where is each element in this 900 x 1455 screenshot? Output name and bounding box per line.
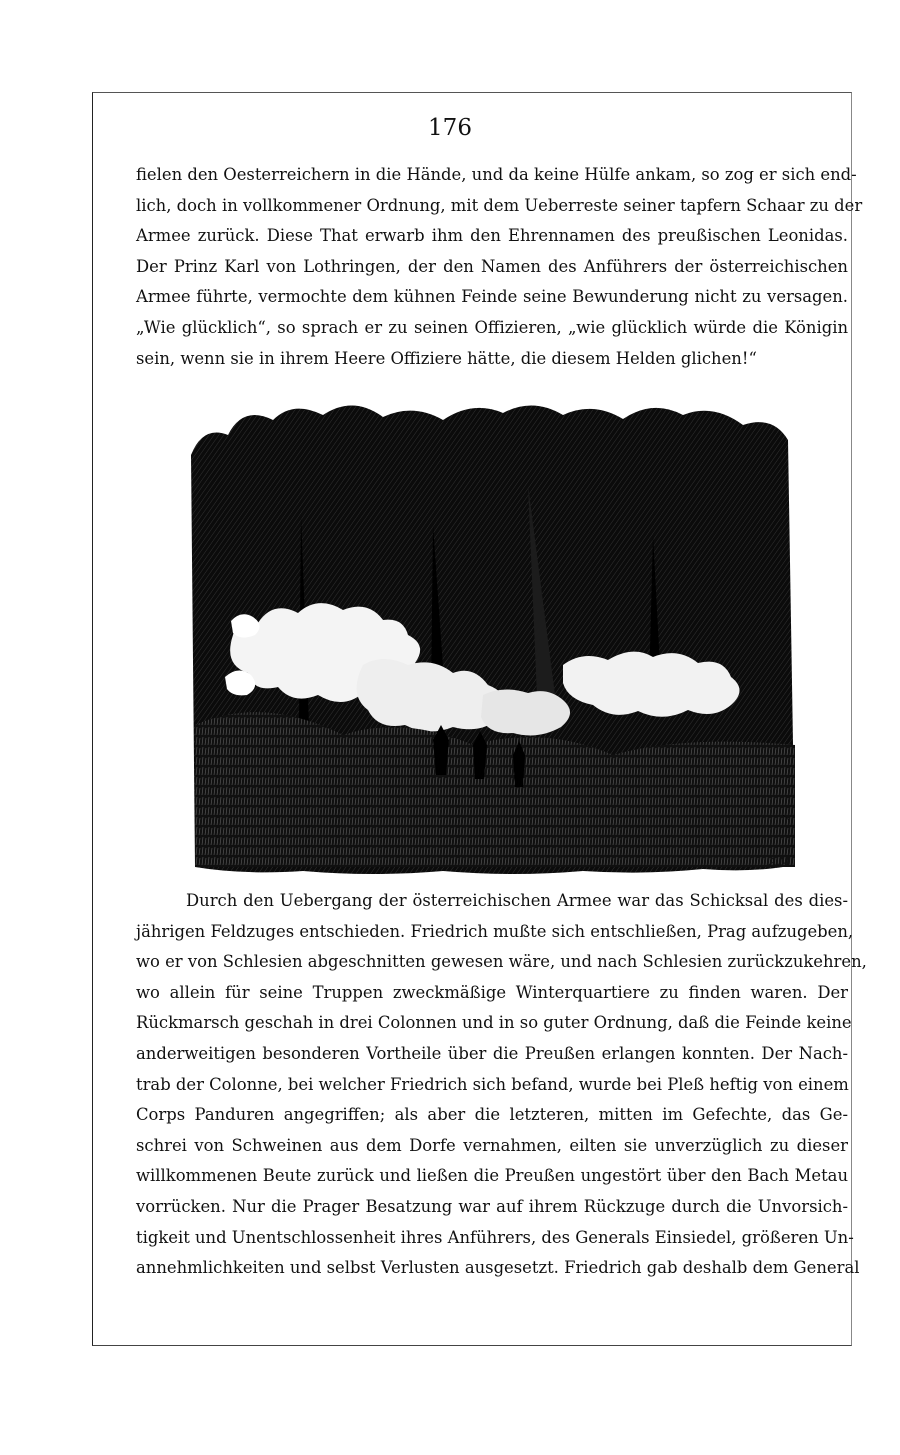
battle-forest-illustration <box>183 395 799 877</box>
smoke-cloud <box>481 689 570 735</box>
text-line: wo er von Schlesien abgeschnitten gewesen wäre, und nach Schlesien zurückzukehren, <box>136 952 867 972</box>
text-line: fielen den Oesterreichern in die Hände, und da keine Hülfe ankam, so zog er sich end- <box>136 165 857 184</box>
text-line: trab der Colonne, bei welcher Friedrich sich befand, wurde bei Pleß heftig von einem <box>136 1074 849 1094</box>
text-line: schrei von Schweinen aus dem Dorfe vernahmen, eilten sie unverzüglich zu dieser <box>136 1135 848 1155</box>
text-line: „Wie glücklich“, so sprach er zu seinen Offizieren, „wie glücklich würde die Königin <box>136 317 848 337</box>
text-line: Armee führte, vermochte dem kühnen Feinde seine Bewunderung nicht zu versagen. <box>136 287 848 307</box>
text-line: willkommenen Beute zurück und ließen die Preußen ungestört über den Bach Metau <box>136 1166 848 1186</box>
text-line: Rückmarsch geschah in drei Colonnen und in so guter Ordnung, daß die Feinde keine <box>136 1013 852 1033</box>
text-line: tigkeit und Unentschlossenheit ihres Anführers, des Generals Einsiedel, größeren Un- <box>136 1227 854 1247</box>
text-line: lich, doch in vollkommener Ordnung, mit dem Ueberreste seiner tapfern Schaar zu der <box>136 195 863 215</box>
text-line: sein, wenn sie in ihrem Heere Offiziere hätte, die diesem Helden glichen!“ <box>136 348 757 368</box>
engraving-image <box>183 395 799 877</box>
text-line: jährigen Feldzuges entschieden. Friedrich mußte sich entschließen, Prag aufzugeben, <box>136 921 854 941</box>
top-paragraph <box>136 160 863 374</box>
bottom-paragraph <box>136 886 867 1284</box>
artist-signature: A.M. <box>769 857 793 868</box>
text-line: Durch den Uebergang der österreichischen Armee war das Schicksal des dies- <box>186 891 848 910</box>
text-line: wo allein für seine Truppen zweckmäßige Winterquartiere zu finden waren. Der <box>136 982 848 1002</box>
text-line: vorrücken. Nur die Prager Besatzung war auf ihrem Rückzuge durch die Unvorsich- <box>136 1196 848 1216</box>
text-line: Armee zurück. Diese That erwarb ihm den Ehrennamen des preußischen Leonidas. <box>136 226 848 246</box>
text-line: annehmlichkeiten und selbst Verlusten ausgesetzt. Friedrich gab deshalb dem General <box>136 1258 860 1278</box>
text-line: Der Prinz Karl von Lothringen, der den Namen des Anführers der österreichischen <box>136 256 848 276</box>
text-line: Corps Panduren angegriffen; als aber die letzteren, mitten im Gefechte, das Ge- <box>136 1105 848 1125</box>
text-line: anderweitigen besonderen Vortheile über die Preußen erlangen konnten. Der Nach- <box>136 1043 848 1063</box>
page-number: 176 <box>428 115 472 141</box>
